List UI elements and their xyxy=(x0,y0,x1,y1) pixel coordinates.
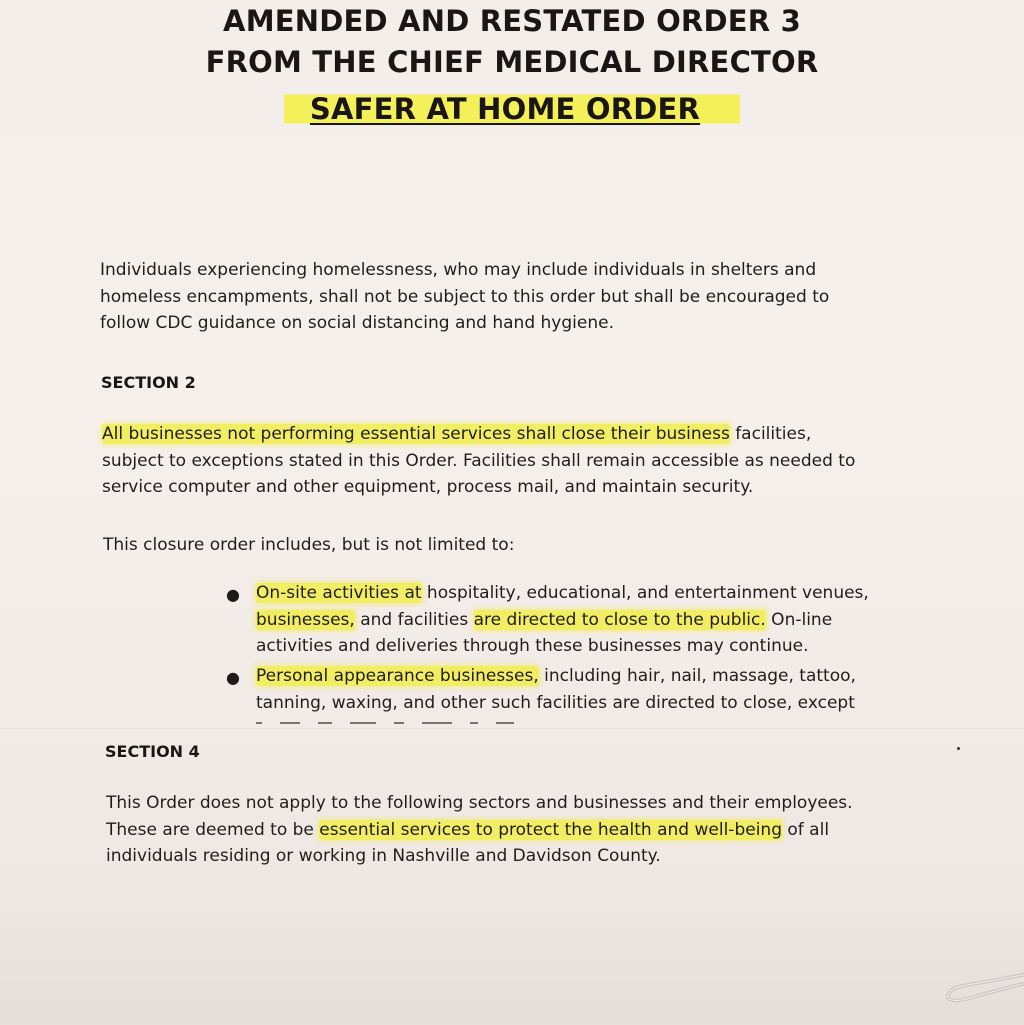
paper-speck xyxy=(957,747,960,750)
highlighted-text: are directed to close to the public. xyxy=(473,609,766,630)
bullet-line xyxy=(256,580,916,607)
bullet-marker: ● xyxy=(226,668,240,687)
homeless-paragraph xyxy=(100,257,910,337)
paragraph-line: individuals residing or working in Nashville and Davidson County. xyxy=(106,846,661,866)
paragraph-line: follow CDC guidance on social distancing and hand hygiene. xyxy=(100,313,614,333)
highlighted-text: essential services to protect the health and well-being xyxy=(319,819,782,840)
bullet-text: and facilities xyxy=(354,609,474,630)
bullet-item-1 xyxy=(256,580,916,660)
bullet-line: tanning, waxing, and other such facilities are directed to close, except xyxy=(256,692,855,713)
highlighted-text: Personal appearance businesses, xyxy=(256,666,539,686)
bullet-item-2 xyxy=(256,663,916,716)
bullet-line xyxy=(256,607,916,634)
paragraph-text: of all xyxy=(781,819,830,840)
title-line-3 xyxy=(0,92,1024,126)
paragraph-line: service computer and other equipment, process mail, and maintain security. xyxy=(102,477,754,497)
section-4-heading: SECTION 4 xyxy=(105,742,200,761)
paragraph-line: homeless encampments, shall not be subject to this order but shall be encouraged to xyxy=(100,286,830,307)
highlighted-text: businesses, xyxy=(256,609,355,630)
paragraph-line xyxy=(102,421,912,448)
bullet-marker: ● xyxy=(226,585,240,604)
paragraph-line: Individuals experiencing homelessness, who may include individuals in shelters and xyxy=(100,260,817,280)
section-4-paragraph xyxy=(106,790,916,870)
title-line-1: AMENDED AND RESTATED ORDER 3 xyxy=(223,4,801,38)
bullet-line: activities and deliveries through these businesses may continue. xyxy=(256,636,809,656)
cut-off-text-fragments xyxy=(256,722,916,728)
bullet-line xyxy=(256,663,916,690)
paragraph-line: This Order does not apply to the following sectors and businesses and their employees. xyxy=(106,793,853,813)
bullet-text: hospitality, educational, and entertainment venues, xyxy=(421,583,869,603)
paper-fold xyxy=(0,728,1024,731)
paragraph-text: These are deemed to be xyxy=(106,819,320,840)
paragraph-line: subject to exceptions stated in this Order. Facilities shall remain accessible as needed to xyxy=(102,450,856,471)
paragraph-text: facilities, xyxy=(729,424,812,444)
paragraph-line xyxy=(106,817,916,844)
section-2-paragraph xyxy=(102,421,912,501)
paper-shadow xyxy=(0,905,1024,1025)
closure-intro: This closure order includes, but is not limited to: xyxy=(103,535,515,555)
paperclip-icon xyxy=(940,968,1024,1004)
highlighted-text: All businesses not performing essential services shall close their business xyxy=(102,424,730,444)
section-2-heading: SECTION 2 xyxy=(101,373,196,392)
bullet-text: On-line xyxy=(765,609,833,630)
highlighted-text: On-site activities at xyxy=(256,583,422,603)
title-line-2: FROM THE CHIEF MEDICAL DIRECTOR xyxy=(205,45,819,79)
title-highlight: SAFER AT HOME ORDER xyxy=(284,92,740,126)
bullet-text: including hair, nail, massage, tattoo, xyxy=(538,666,856,686)
